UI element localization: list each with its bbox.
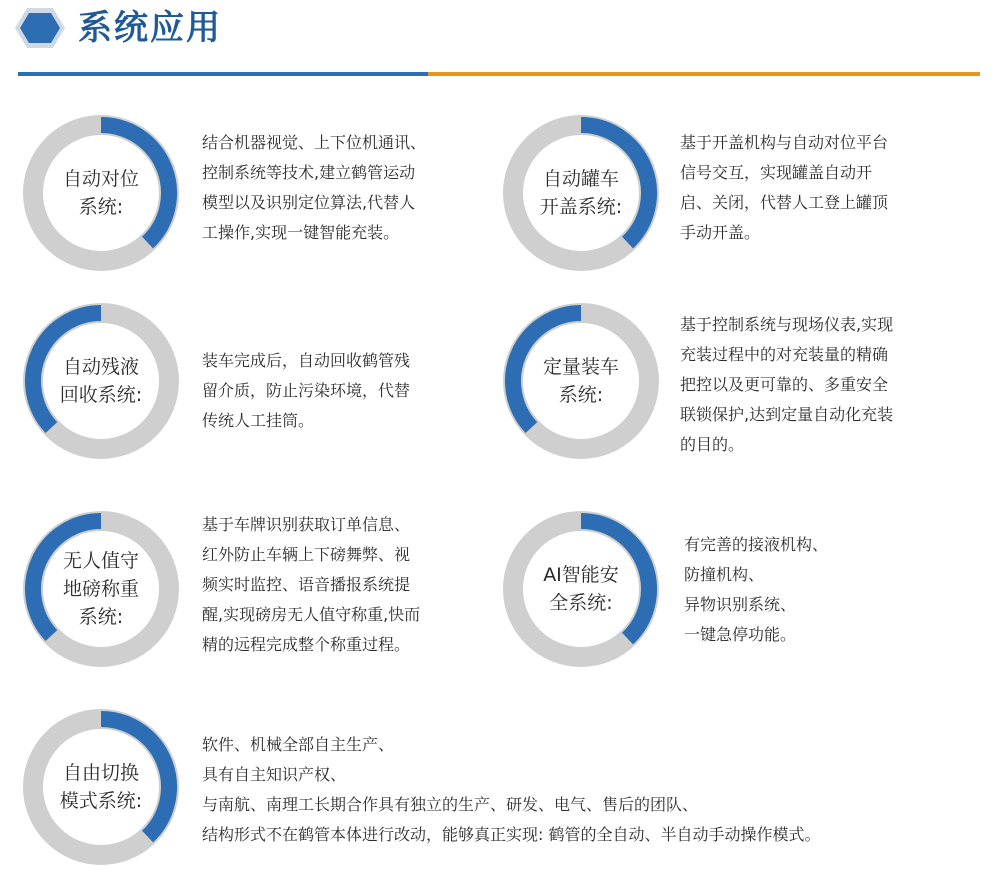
feature-description: 装车完成后，自动回收鹤管残 留介质，防止污染环境，代替 传统人工挂筒。	[202, 351, 411, 430]
section-header	[0, 0, 996, 80]
feature-description: 结合机器视觉、上下位机通讯、 控制系统等技术,建立鹤管运动 模型以及识别定位算法,代替人 工操作,实现一键智能充装。	[202, 133, 427, 242]
feature-description: 基于开盖机构与自动对位平台 信号交互，实现罐盖自动开 启、关闭，代替人工登上罐顶 手动开盖。	[680, 133, 889, 242]
feature-title: 自动对位 系统:	[62, 168, 139, 218]
feature-title: 定量装车 系统:	[542, 356, 619, 406]
feature-description: 基于车牌识别获取订单信息、 红外防止车辆上下磅舞弊、视 频实时监控、语音播报系统提 醒,实现磅房无人值守称重,快而 精的远程完成整个称重过程。	[202, 515, 421, 654]
feature-title: 自动罐车 开盖系统:	[539, 168, 623, 218]
feature-title: 自由切换 模式系统:	[59, 762, 143, 812]
header-rule-blue	[18, 72, 428, 76]
feature-description: 软件、机械全部自主生产、 具有自主知识产权、 与南航、南理工长期合作具有独立的生产、研发、电气、售后的团队、 结构形式不在鹤管本体进行改动，能够真正实现: 鹤管的全自动、半自动手动操作模式。	[202, 735, 821, 844]
hexagon-icon	[14, 6, 66, 50]
feature-title: AI智能安 全系统:	[543, 564, 619, 614]
feature-title: 无人值守 地磅称重 系统:	[62, 550, 139, 628]
feature-description: 基于控制系统与现场仪表,实现 充装过程中的对充装量的精确 把控以及更可靠的、多重安全 联锁保护,达到定量自动化充装 的目的。	[680, 315, 894, 454]
feature-title: 自动残液 回收系统:	[59, 356, 143, 406]
header-rule-orange	[428, 72, 980, 76]
feature-description: 有完善的接液机构、 防撞机构、 异物识别系统、 一键急停功能。	[684, 535, 829, 644]
page-title: 系统应用	[78, 8, 222, 48]
